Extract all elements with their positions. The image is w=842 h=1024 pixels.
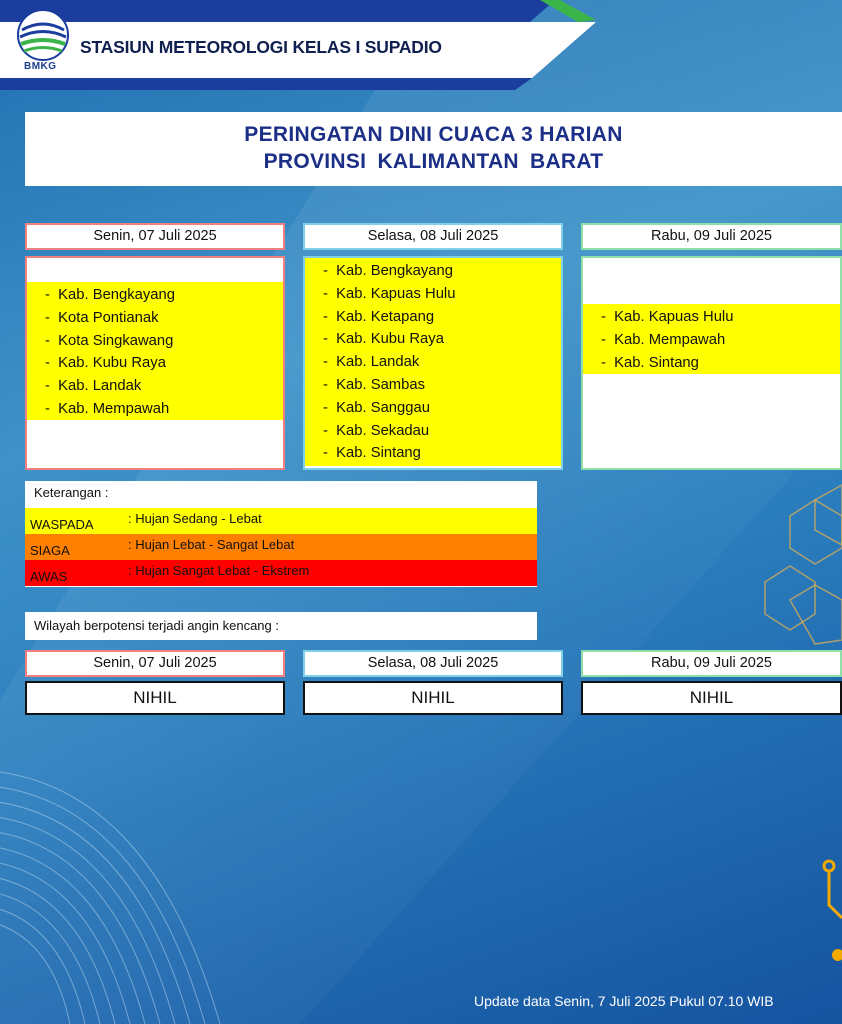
wind-label: Wilayah berpotensi terjadi angin kencang :	[34, 618, 279, 633]
logo-text: BMKG	[24, 61, 57, 72]
page-title	[25, 112, 842, 186]
update-note: Update data Senin, 7 Juli 2025 Pukul 07.10 WIB	[474, 993, 774, 1009]
legend-level-name: SIAGA	[30, 543, 70, 558]
region-item: - Kab. Kubu Raya	[45, 355, 166, 372]
region-item: - Kab. Mempawah	[45, 400, 170, 417]
region-item: - Kab. Sanggau	[323, 399, 430, 416]
region-item: - Kab. Kapuas Hulu	[601, 309, 734, 325]
region-item: - Kab. Mempawah	[601, 331, 726, 348]
wind-day-3-header: Rabu, 09 Juli 2025	[581, 650, 842, 677]
wind-day-3-value: NIHIL	[581, 681, 842, 715]
title-line-1: PERINGATAN DINI CUACA 3 HARIAN	[244, 123, 623, 146]
day-3-region-list	[583, 304, 840, 374]
region-item: - Kab. Sintang	[601, 354, 699, 371]
region-item: - Kab. Kapuas Hulu	[323, 285, 456, 302]
day-1-header: Senin, 07 Juli 2025	[25, 223, 285, 250]
day-2-region-list	[305, 258, 561, 466]
title-line-2: PROVINSI KALIMANTAN BARAT	[263, 150, 604, 173]
wind-day-2-header: Selasa, 08 Juli 2025	[303, 650, 563, 677]
legend	[25, 481, 537, 587]
header-bar	[0, 0, 842, 92]
legend-level-desc: : Hujan Sangat Lebat - Ekstrem	[128, 563, 310, 578]
region-item: - Kab. Sintang	[323, 445, 421, 462]
day-3-panel	[581, 256, 842, 470]
legend-level-name: WASPADA	[30, 517, 94, 532]
region-item: - Kab. Sambas	[323, 376, 425, 393]
wind-day-1-header: Senin, 07 Juli 2025	[25, 650, 285, 677]
legend-row-awas	[25, 560, 537, 586]
day-1-panel	[25, 256, 285, 470]
region-item: - Kab. Ketapang	[323, 308, 435, 325]
day-2-panel	[303, 256, 563, 470]
legend-row-waspada	[25, 508, 537, 534]
wind-day-2-value: NIHIL	[303, 681, 563, 715]
day-3-header: Rabu, 09 Juli 2025	[581, 223, 842, 250]
legend-level-name: AWAS	[30, 569, 68, 584]
legend-row-siaga	[25, 534, 537, 560]
legend-level-desc: : Hujan Sedang - Lebat	[128, 511, 262, 526]
region-item: - Kota Singkawang	[45, 332, 174, 349]
region-item: - Kab. Landak	[45, 378, 142, 395]
region-item: - Kota Pontianak	[45, 309, 159, 326]
wind-label-box	[25, 612, 537, 640]
day-1-region-list	[27, 282, 283, 420]
legend-title: Keterangan :	[34, 485, 109, 500]
station-name: STASIUN METEOROLOGI KELAS I SUPADIO	[80, 37, 442, 57]
region-item: - Kab. Kubu Raya	[323, 331, 444, 348]
wind-day-1-value: NIHIL	[25, 681, 285, 715]
region-item: - Kab. Landak	[323, 354, 420, 371]
region-item: - Kab. Bengkayang	[323, 263, 453, 279]
day-2-header: Selasa, 08 Juli 2025	[303, 223, 563, 250]
legend-level-desc: : Hujan Lebat - Sangat Lebat	[128, 537, 295, 552]
region-item: - Kab. Sekadau	[323, 422, 430, 439]
region-item: - Kab. Bengkayang	[45, 287, 175, 303]
